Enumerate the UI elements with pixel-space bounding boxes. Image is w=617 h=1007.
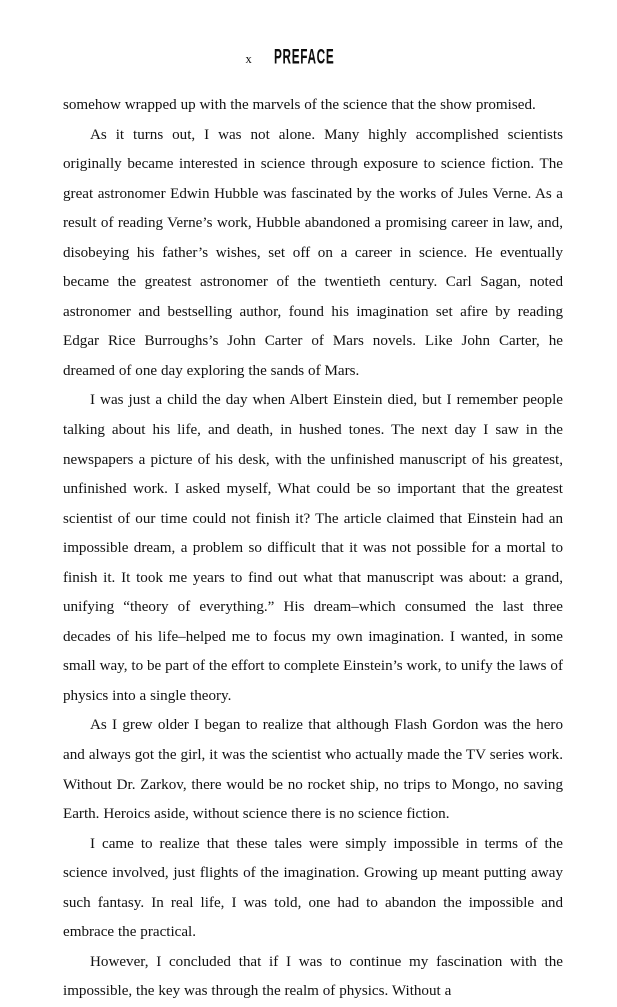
paragraph: However, I concluded that if I was to continue my fascination with the impossible, the key was through the realm of physics. Without a bbox=[63, 953, 563, 1000]
page-folio: x bbox=[245, 52, 252, 66]
running-head bbox=[0, 45, 617, 75]
paragraph: As it turns out, I was not alone. Many highly accomplished scientists originally became interested in science through exposure to science fiction. The great astronomer Edwin Hubble was fascinated by the works of Jules Verne. As a result of reading Verne’s work, Hubble abandoned a promising career in law, and, disobeying his father’s wishes, set off on a career in science. He eventually became the greatest astronomer of the twentieth century. Carl Sagan, noted astronomer and bestselling author, found his imagination set afire by reading Edgar Rice Burroughs’s John Carter of Mars novels. Like John Carter, he dreamed of one day exploring the sands of Mars. bbox=[63, 126, 563, 379]
paragraph: As I grew older I began to realize that although Flash Gordon was the hero and always got the girl, it was the scientist who actually made the TV series work. Without Dr. Zarkov, there would be no rocket ship, no trips to Mongo, no saving Earth. Heroics aside, without science there is no science fiction. bbox=[63, 717, 563, 823]
paragraph: somehow wrapped up with the marvels of the science that the show promised. bbox=[63, 97, 536, 113]
body-text-column bbox=[63, 91, 563, 1007]
paragraph: I came to realize that these tales were simply impossible in terms of the science involved, just flights of the imagination. Growing up meant putting away such fantasy. In real life, I was told, one had to abandon the impossible and embrace the practical. bbox=[63, 835, 563, 941]
running-head-title: PREFACE bbox=[274, 45, 335, 70]
paragraph: I was just a child the day when Albert Einstein died, but I remember people talking about his life, and death, in hushed tones. The next day I saw in the newspapers a picture of his desk, with the unfinished manuscript of his greatest, unfinished work. I asked myself, What could be so important that the greatest scientist of our time could not finish it? The article claimed that Einstein had an impossible dream, a problem so difficult that it was not possible for a mortal to finish it. It took me years to find out what that manuscript was about: a grand, unifying “theory of everything.” His dream–which consumed the last three decades of his life–helped me to focus my own imagination. I wanted, in some small way, to be part of the effort to complete Einstein’s work, to unify the laws of physics into a single theory. bbox=[63, 392, 563, 704]
